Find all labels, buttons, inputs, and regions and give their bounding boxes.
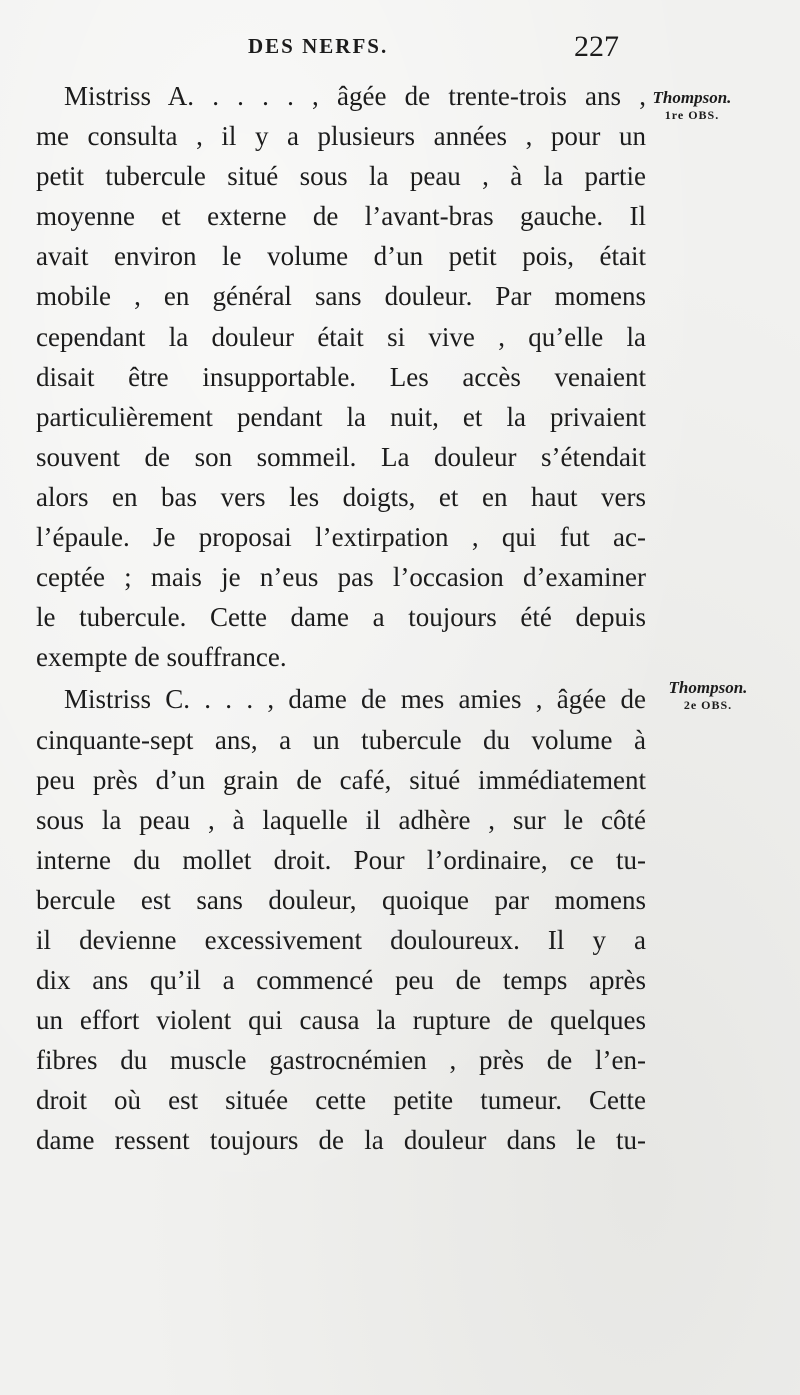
margin-note <box>640 88 744 123</box>
text-line: cependant la douleur était si vive , qu’elle la <box>36 321 646 352</box>
text-line: me consulta , il y a plusieurs années , pour un <box>36 121 646 152</box>
body-text <box>36 76 646 1161</box>
page-number: 227 <box>574 30 619 63</box>
margin-note-observation: 1re OBS. <box>664 108 720 122</box>
text-line: mobile , en général sans douleur. Par momens <box>36 281 646 312</box>
text-line: interne du mollet droit. Pour l’ordinaire, ce tu- <box>36 844 646 875</box>
margin-note <box>656 678 760 713</box>
text-line: droit où est située cette petite tumeur. Cette <box>36 1085 646 1116</box>
margin-note-author: Thompson. <box>652 88 732 107</box>
text-line: un effort violent qui causa la rupture de quelques <box>36 1005 646 1036</box>
text-line: le tubercule. Cette dame a toujours été depuis <box>36 602 646 633</box>
text-line: particulièrement pendant la nuit, et la privaient <box>36 401 646 432</box>
text-line: l’épaule. Je proposai l’extirpation , qui fut ac- <box>36 522 646 553</box>
text-line: dix ans qu’il a commencé peu de temps après <box>36 965 646 996</box>
text-line: souvent de son sommeil. La douleur s’étendait <box>36 441 646 472</box>
text-line: dame ressent toujours de la douleur dans le tu- <box>36 1125 646 1156</box>
margin-note-observation: 2e OBS. <box>683 698 733 712</box>
text-line: moyenne et externe de l’avant-bras gauche. Il <box>36 201 646 232</box>
page-header <box>0 30 800 70</box>
paragraph <box>36 679 646 1160</box>
text-line: avait environ le volume d’un petit pois, était <box>36 241 646 272</box>
text-line: Mistriss C. . . . , dame de mes amies , âgée de <box>64 684 646 715</box>
text-line: Mistriss A. . . . . , âgée de trente-trois ans , <box>64 81 646 111</box>
text-line: sous la peau , à laquelle il adhère , sur le côté <box>36 804 646 835</box>
margin-note-author: Thompson. <box>668 678 748 697</box>
text-line: ceptée ; mais je n’eus pas l’occasion d’examiner <box>36 562 646 593</box>
text-line: petit tubercule situé sous la peau , à la partie <box>36 161 646 192</box>
text-line: cinquante-sept ans, a un tubercule du volume à <box>36 724 646 755</box>
text-line: alors en bas vers les doigts, et en haut vers <box>36 481 646 512</box>
paragraph <box>36 76 646 677</box>
text-line: disait être insupportable. Les accès venaient <box>36 361 646 392</box>
text-line: bercule est sans douleur, quoique par momens <box>36 884 646 915</box>
running-head: DES NERFS. <box>248 34 389 58</box>
text-line: il devienne excessivement douloureux. Il y a <box>36 924 646 955</box>
text-line: fibres du muscle gastrocnémien , près de l’en- <box>36 1045 646 1076</box>
text-line: exempte de souffrance. <box>36 642 287 673</box>
text-line: peu près d’un grain de café, situé immédiatement <box>36 764 646 795</box>
